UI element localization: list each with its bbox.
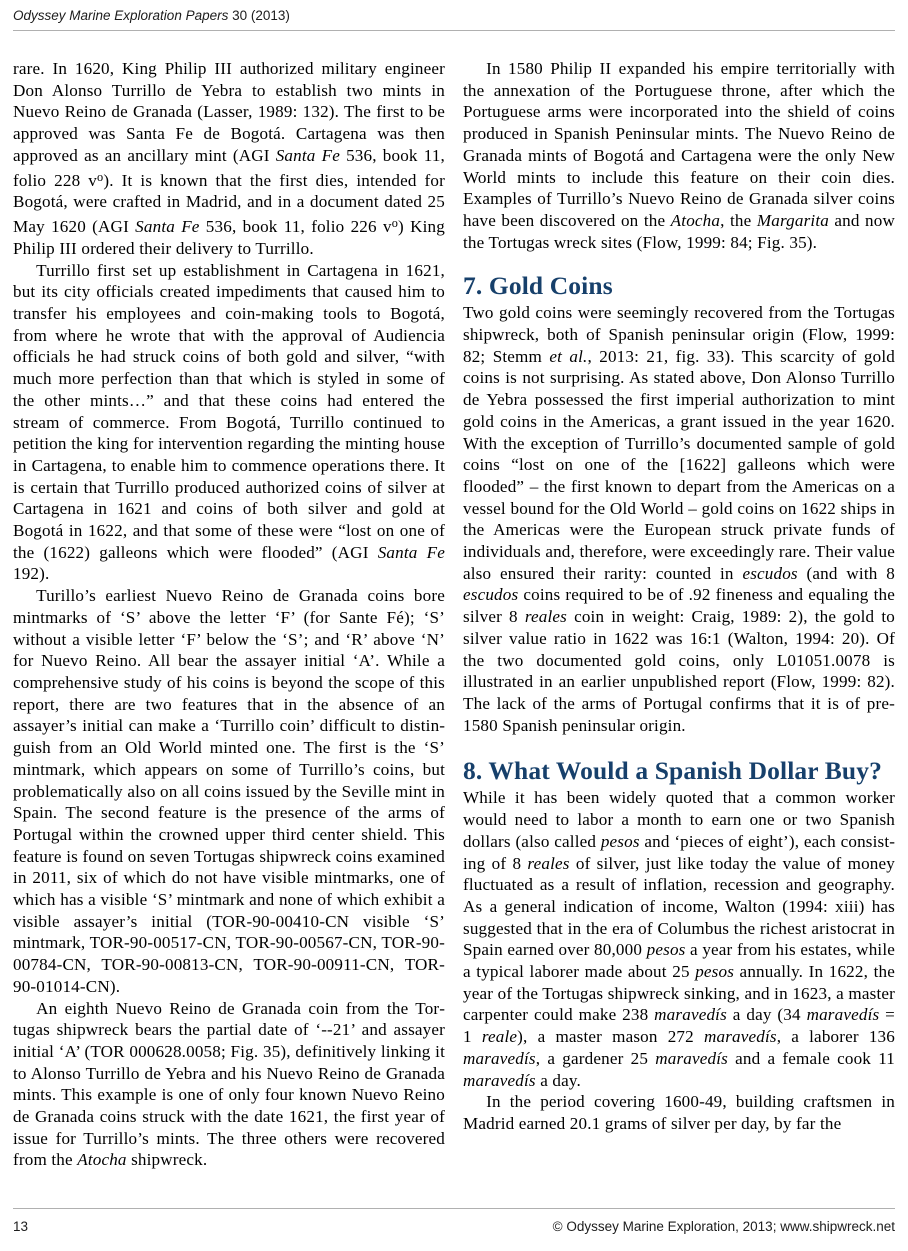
two-column-body: [13, 58, 895, 1198]
left-column: [13, 58, 445, 1171]
italic-reale: reale: [481, 1027, 518, 1047]
paragraph-eighth-coin: An eighth Nuevo Reino de Granada coin from the Tortugas shipwreck bears the partial date of ‘--21’ and assayer initial ‘A’ (TOR 000628.0058; Fig. 35), definitively linking it to Alonso Turrillo de Yebra and his Nuevo Reino de Granada mints. This example is one of only four known Nuevo Reino de Granada coins struck with the date 1621, the first year of issue for Turrillo’s mints. The three others were recovered from the Atocha shipwreck.: [13, 998, 445, 1170]
journal-title: Odyssey Marine Exploration Papers: [13, 8, 229, 23]
italic-atocha: Atocha: [670, 210, 721, 230]
italic-santa-fe: Santa Fe: [135, 217, 200, 237]
italic-pesos: pesos: [695, 962, 735, 982]
section-heading-8-spanish-dollar: 8. What Would a Spanish Dollar Buy?: [463, 756, 882, 786]
page-footer: [13, 1218, 895, 1240]
italic-reales: reales: [527, 853, 570, 873]
italic-pesos: pesos: [646, 940, 686, 960]
paragraph-continued-rare: rare. In 1620, King Philip III authorized military engineer Don Alonso Turrillo de Yebra to establish two mints in Nuevo Reino de Granada (Lasser, 1989: 132). The first to be approved was Santa Fe de Bogotá. Cartagena was then approved as an ancillary mint (AGI Santa Fe 536, book 11, folio 228 $v^o$). It is known that the first dies, intended for Bogotá, were crafted in Madrid, and in a document dated 25 May 1620 (AGI Santa Fe 536, book 11, folio 226 $v^o$) King Philip III ordered their delivery to Turrillo.: [13, 59, 445, 258]
italic-maravedis: maravedís: [806, 1005, 880, 1025]
italic-escudos: escudos: [463, 585, 519, 605]
italic-maravedis: maravedís: [703, 1027, 777, 1047]
italic-maravedis: maravedís: [655, 1048, 728, 1068]
paragraph-spanish-dollar-body: While it has been widely quoted that a common worker would need to labor a month to earn one or two Spanish dollars (also called pesos and ‘pieces of eight’), each consisting of 8 reales of silver, just like today the value of money fluctuated as a result of inflation, recession and geography. As a general indication of income, Walton (1994: xiii) has suggested that in the era of Columbus the richest aristocrat in Spain earned over 80,000 pesos a year from his estates, while a typical laborer made about 25 pesos annually. In 1622, the year of the Tortugas shipwreck sinking, and in 1623, a master carpenter could make 238 maravedís a day (34 maravedís = 1 reale), a master mason 272 maravedís, a laborer 136 maravedís, a gardener 25 maravedís and a female cook 11 maravedís a day.: [463, 788, 896, 1090]
italic-reales: reales: [524, 607, 568, 627]
page-number: 13: [13, 1219, 29, 1234]
right-column: [463, 58, 895, 1135]
italic-maravedis: maravedís: [463, 1070, 536, 1090]
italic-maravedis: maravedís: [654, 1005, 727, 1025]
header-divider-rule: [13, 30, 895, 31]
italic-santa-fe: Santa Fe: [275, 145, 340, 165]
italic-escudos: escudos: [742, 563, 798, 583]
italic-pesos: pesos: [600, 831, 640, 851]
italic-maravedis: maravedís: [463, 1048, 536, 1068]
footer-divider-rule: [13, 1208, 895, 1209]
paragraph-philip-ii-1580: In 1580 Philip II expanded his empire territorially with the annexation of the Portuguese throne, after which the Portuguese arms were incorporated into the shield of coins produced in Spanish Peninsular mints. The Nuevo Reino de Granada mints of Bogotá and Cartagena were the only New World mints to include this feature on their coin dies. Examples of Turrillo’s Nuevo Reino de Granada silver coins have been discovered on the Atocha, the Margarita and now the Tortugas wreck sites (Flow, 1999: 84; Fig. 35).: [463, 59, 895, 252]
section-heading-7-gold-coins: 7. Gold Coins: [463, 271, 613, 301]
copyright-credit: © Odyssey Marine Exploration, 2013; www.shipwreck.net: [552, 1219, 895, 1234]
journal-issue: 30 (2013): [228, 8, 290, 23]
paragraph-madrid-craftsmen: In the period covering 1600-49, building craftsmen in Madrid earned 20.1 grams of silver per day, by far the: [463, 1092, 895, 1133]
running-header: [13, 8, 895, 30]
italic-santa-fe: Santa Fe: [377, 542, 445, 562]
paragraph-turrillo-cartagena: Turrillo first set up establishment in Cartagena in 1621, but its city officials created impediments that caused him to transfer his employees and coin-making tools to Bogotá, from where he wrote that with the approval of Audiencia officials he had struck coins of both gold and silver, “with much more perfection than that which is styled in some of the other mints…” and that these coins had entered the stream of commerce. From Bogotá, Turrillo continued to petition the king for intervention regarding the minting house in Cartagena, to enable him to commence operations there. It is certain that Turrillo produced authorized coins of silver at Cartagena in 1621 and coins of both silver and gold at Bogotá in 1622, and that some of these were “lost on one of the (1622) galleons which were flooded” (AGI Santa Fe 192).: [13, 260, 445, 584]
italic-margarita: Margarita: [756, 210, 829, 230]
paragraph-gold-coins-body: Two gold coins were seemingly recovered from the Tortugas shipwreck, both of Spanish peninsular origin (Flow, 1999: 82; Stemm et al., 2013: 21, fig. 33). This scarcity of gold coins is not surprising. As stated above, Don Alonso Turrillo de Yebra possessed the first imperial authorization to mint gold coins in the Americas, a grant issued in the year 1620. With the exception of Turrillo’s documented sample of gold coins “lost on one of the [1622] galleons which were flooded” – the first known to depart from the Americas on a vessel bound for the Old World – gold coins on 1622 ships in the Americas were the European struck private funds of individuals and, therefore, were exceedingly rare. Their value also ensured their rarity: counted in escudos (and with 8 escudos coins required to be of .92 fineness and equaling the silver 8 reales coin in weight: Craig, 1989: 2), the gold to silver value ratio in 1622 was 16:1 (Walton, 1994: 20). Of the two documented gold coins, only L01051.0078 is illustrated in an earlier unpublished report (Flow, 1999: 82). The lack of the arms of Portugal confirms that it is of pre-1580 Spanish peninsular origin.: [463, 303, 895, 735]
italic-et-al: et al.: [549, 346, 588, 366]
paragraph-mintmarks: Turillo’s earliest Nuevo Reino de Granada coins bore mintmarks of ‘S’ above the letter ‘F’ (for Sante Fé); ‘S’ without a visible letter ‘F’ below the ‘S’; and ‘R’ above ‘N’ for Nuevo Reino. All bear the assayer initial ‘A’. While a comprehensive study of his coins is beyond the scope of this report, there are two features that in the absence of an assayer’s initial can make a ‘Turrillo coin’ difficult to distinguish from an Old World minted one. The first is the ‘S’ mintmark, which appears on some of Turrillo’s coins, but problematically also on all coins issued by the Seville mint in Spain. The second feature is the presence of the arms of Portugal within the crowned upper third center shield. This feature is found on seven Tortugas shipwreck coins examined in 2011, six of which do not have visible mintmarks, one of which has a visible ‘S’ mintmark and none of which exhibit a visible assayer’s initial (TOR-90-00410-CN visible ‘S’ mintmark, TOR-90-00517-CN, TOR-90-00567-CN, TOR-90-00784-CN, TOR-90-00813-CN, TOR-90-00911-CN, TOR-90-01014-CN).: [13, 586, 445, 996]
italic-atocha: Atocha: [77, 1150, 127, 1170]
